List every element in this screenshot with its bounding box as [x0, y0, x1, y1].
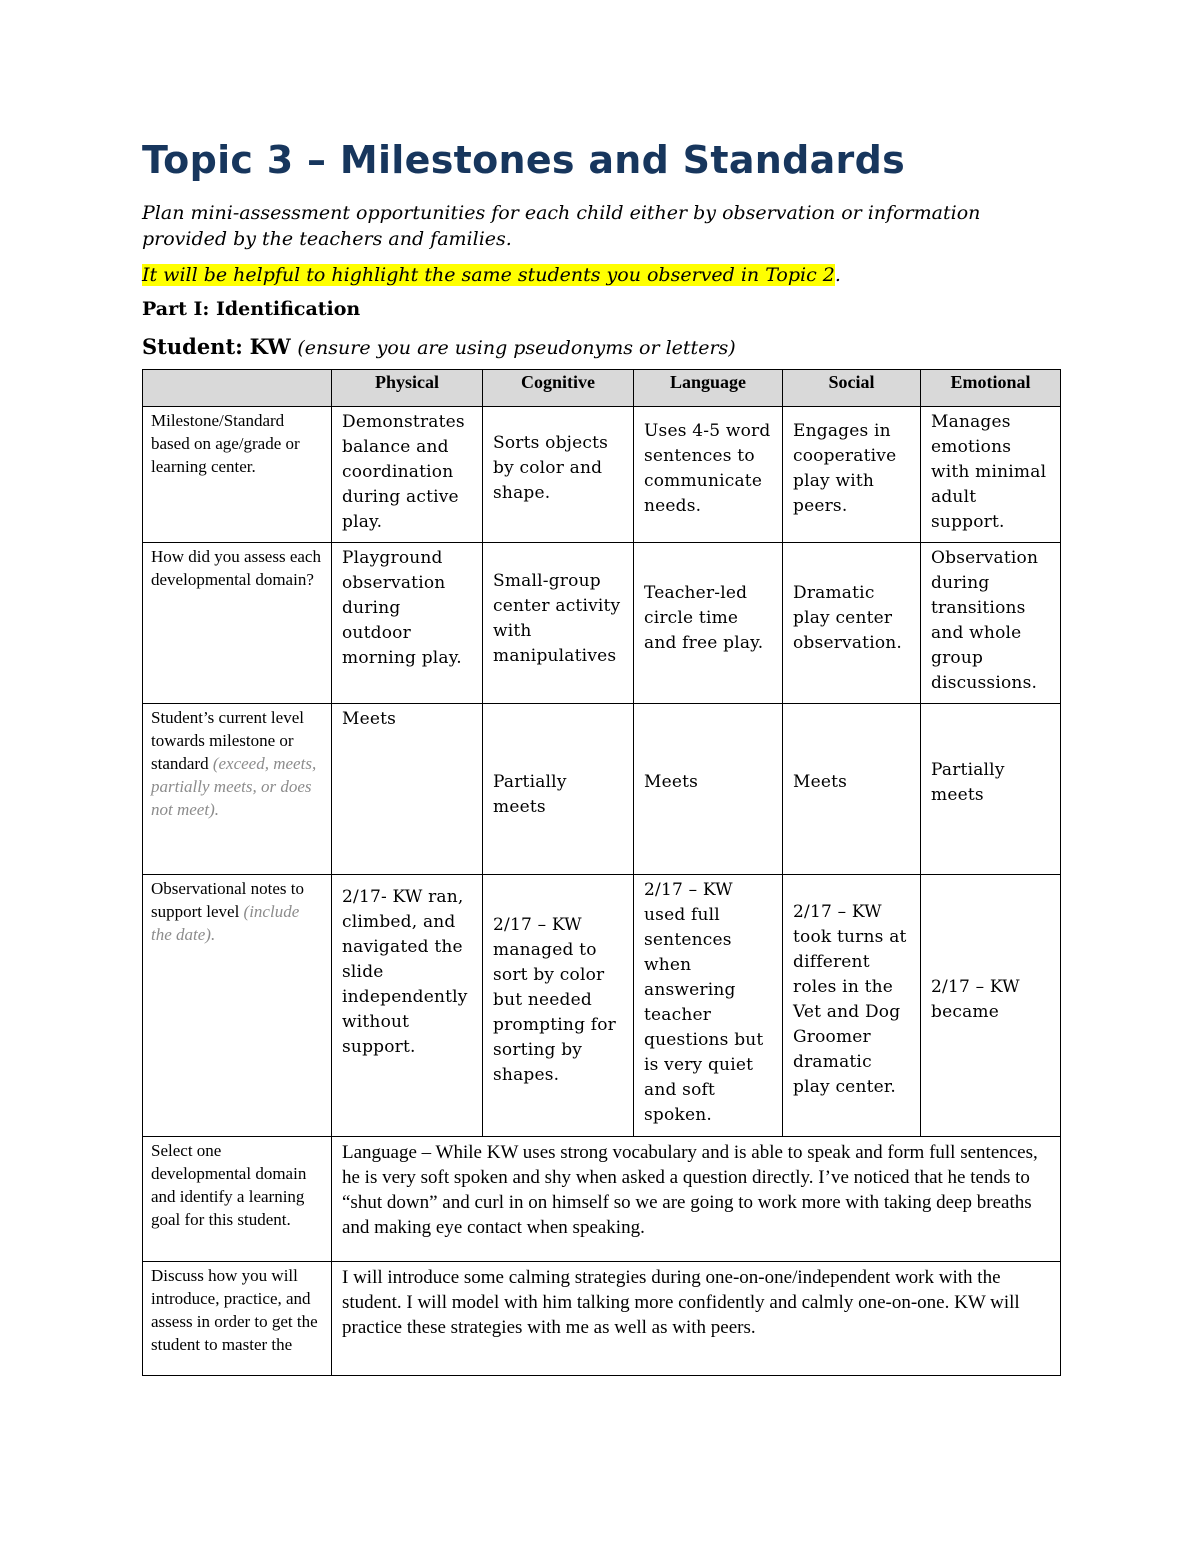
cell-notes-emotional: 2/17 – KW became [921, 874, 1061, 1136]
cell-level-physical: Meets [332, 703, 483, 874]
row-label-milestone: Milestone/Standard based on age/grade or learning center. [143, 406, 332, 542]
cell-assess-cognitive: Small-group center activity with manipulatives [483, 542, 634, 703]
cell-level-social: Meets [783, 703, 921, 874]
cell-milestone-language: Uses 4-5 word sentences to communicate needs. [634, 406, 783, 542]
student-name: KW [249, 333, 291, 359]
row-label-notes [143, 874, 332, 1136]
header-emotional: Emotional [921, 369, 1061, 406]
header-cognitive: Cognitive [483, 369, 634, 406]
cell-assess-physical: Playground observation during outdoor morning play. [332, 542, 483, 703]
cell-milestone-physical: Demonstrates balance and coordination during active play. [332, 406, 483, 542]
table-row-notes [143, 874, 1061, 1136]
cell-level-emotional: Partially meets [921, 703, 1061, 874]
cell-assess-emotional: Observation during transitions and whole group discussions. [921, 542, 1061, 703]
cell-assess-social: Dramatic play center observation. [783, 542, 921, 703]
student-label: Student: [142, 333, 243, 359]
row-label-level-text: Student’s current level towards milestone or standard [151, 707, 304, 773]
row-label-level-hint: (exceed, meets, partially meets, or does not meet). [151, 753, 317, 819]
cell-notes-cognitive: 2/17 – KW managed to sort by color but needed prompting for sorting by shapes. [483, 874, 634, 1136]
cell-milestone-cognitive: Sorts objects by color and shape. [483, 406, 634, 542]
row-label-plan: Discuss how you will introduce, practice, and assess in order to get the student to master the [143, 1261, 332, 1375]
cell-level-language: Meets [634, 703, 783, 874]
table-row-level [143, 703, 1061, 874]
row-label-goal: Select one developmental domain and identify a learning goal for this student. [143, 1136, 332, 1261]
cell-notes-language: 2/17 – KW used full sentences when answering teacher questions but is very quiet and soft spoken. [634, 874, 783, 1136]
intro-text: Plan mini-assessment opportunities for each child either by observation or information provided by the teachers and families. [142, 201, 981, 250]
row-label-assess: How did you assess each developmental domain? [143, 542, 332, 703]
part-heading: Part I: Identification [142, 297, 361, 320]
highlighted-text: It will be helpful to highlight the same students you observed in Topic 2 [142, 263, 835, 286]
cell-assess-language: Teacher-led circle time and free play. [634, 542, 783, 703]
student-note: (ensure you are using pseudonyms or letters) [297, 336, 736, 359]
page-title: Topic 3 – Milestones and Standards [142, 138, 906, 182]
cell-milestone-social: Engages in cooperative play with peers. [783, 406, 921, 542]
student-line [142, 334, 1060, 359]
row-label-notes-hint: (include the date). [151, 901, 300, 944]
cell-level-cognitive: Partially meets [483, 703, 634, 874]
table-row-milestone [143, 406, 1061, 542]
cell-milestone-emotional: Manages emotions with minimal adult support. [921, 406, 1061, 542]
cell-goal-text: Language – While KW uses strong vocabulary and is able to speak and form full sentences, he is very soft spoken and shy when asked a question directly. I’ve noticed that he tends to “shut down” and curl in on himself so we are going to work more with taking deep breaths and making eye contact when speaking. [332, 1136, 1061, 1261]
cell-plan-text: I will introduce some calming strategies during one-on-one/independent work with the student. I will model with him talking more confidently and calmly one-on-one. KW will practice these strategies with me as well as with peers. [332, 1261, 1061, 1375]
header-language: Language [634, 369, 783, 406]
header-social: Social [783, 369, 921, 406]
table-row-plan [143, 1261, 1061, 1375]
table-row-goal [143, 1136, 1061, 1261]
table-row-assess [143, 542, 1061, 703]
highlight-period: . [834, 263, 841, 286]
header-row [143, 369, 1061, 406]
cell-notes-physical: 2/17- KW ran, climbed, and navigated the slide independently without support. [332, 874, 483, 1136]
cell-notes-social: 2/17 – KW took turns at different roles in the Vet and Dog Groomer dramatic play center. [783, 874, 921, 1136]
document-page [142, 140, 1060, 1376]
header-physical: Physical [332, 369, 483, 406]
row-label-notes-text: Observational notes to support level [151, 878, 304, 921]
row-label-level [143, 703, 332, 874]
assessment-table [142, 369, 1061, 1376]
highlight-note [142, 262, 1060, 288]
header-empty [143, 369, 332, 406]
